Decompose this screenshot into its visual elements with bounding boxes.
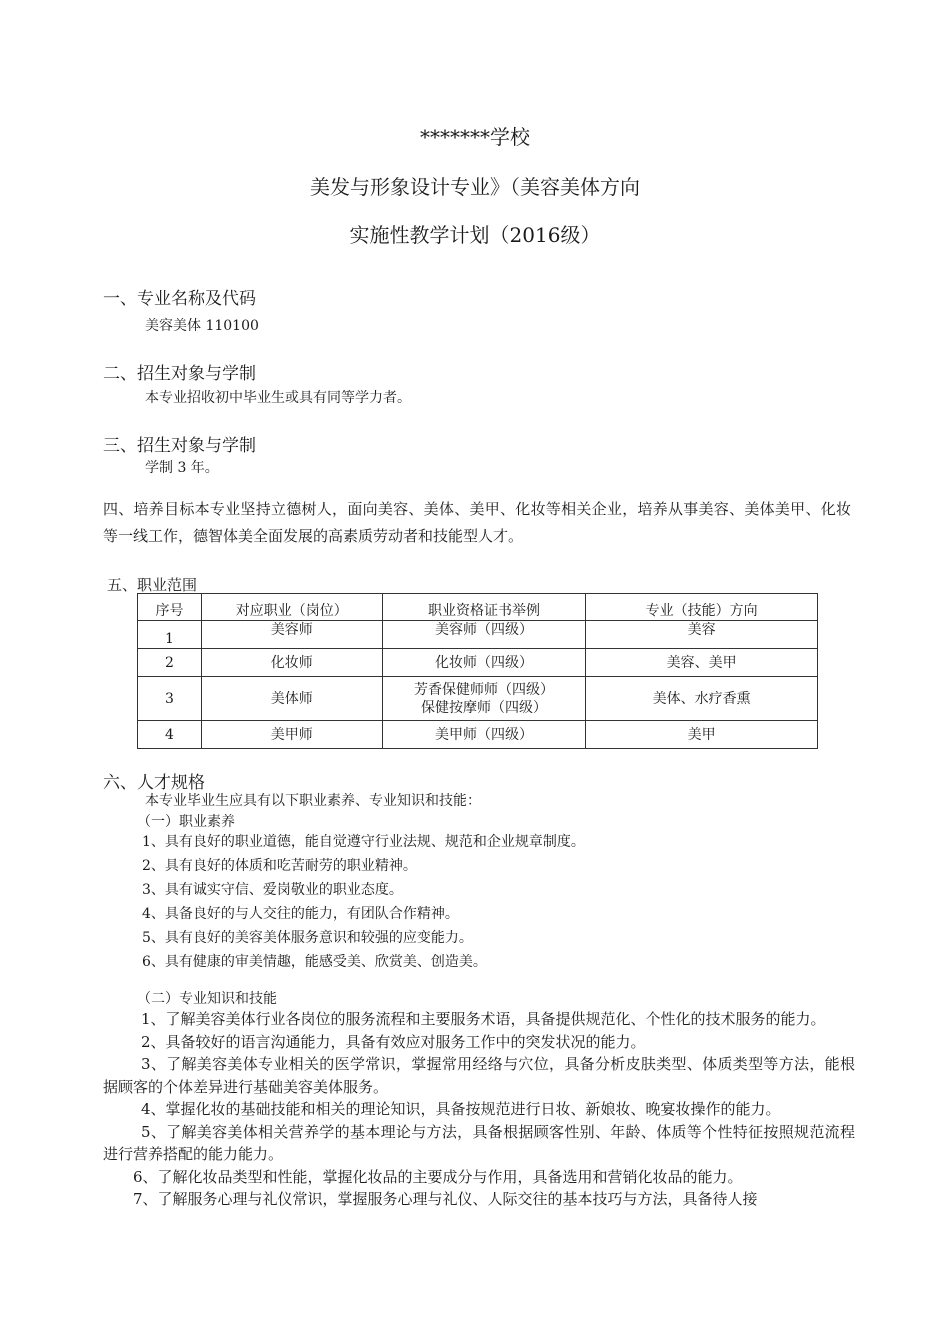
column-header: 专业（技能）方向 [586, 594, 818, 621]
table-row [138, 721, 818, 749]
cell-job: 化妆师 [201, 649, 382, 677]
section2-heading: 二、招生对象与学制 [103, 364, 256, 384]
section1-heading: 一、专业名称及代码 [103, 289, 256, 309]
table-row [138, 649, 818, 677]
school-title: *******学校 [420, 125, 530, 149]
major-title: 美发与形象设计专业》（美容美体方向 [310, 175, 640, 199]
cell-direction: 美容 [586, 621, 818, 649]
list-item: 3、了解美容美体专业相关的医学常识，掌握常用经络与穴位，具备分析皮肤类型、体质类型等方法，能根据顾客的个体差异进行基础美容美体服务。 [103, 1055, 855, 1096]
section3-heading: 三、招生对象与学制 [103, 436, 256, 456]
table-row [138, 677, 818, 721]
cell-cert-line2: 保健按摩师（四级） [420, 699, 547, 716]
cell-job: 美体师 [201, 677, 382, 721]
section6-heading: 六、人才规格 [103, 773, 205, 793]
quality-list [142, 830, 585, 974]
cell-direction: 美容、美甲 [586, 649, 818, 677]
cell-direction: 美甲 [586, 721, 818, 749]
column-header: 职业资格证书举例 [382, 594, 586, 621]
list-item: 3、具有诚实守信、爱岗敬业的职业态度。 [142, 882, 403, 898]
section5-heading: 五、职业范围 [107, 576, 198, 594]
list-item: 6、具有健康的审美情趣，能感受美、欣赏美、创造美。 [142, 954, 487, 970]
column-header: 序号 [138, 594, 202, 621]
plan-title: 实施性教学计划（2016级） [349, 223, 601, 247]
cell-cert: 美甲师（四级） [382, 721, 586, 749]
cell-no: 2 [138, 649, 202, 677]
section4-paragraph: 四、培养目标本专业坚持立德树人，面向美容、美体、美甲、化妆等相关企业，培养从事美容、美体美甲、化妆等一线工作，德智体美全面发展的高素质劳动者和技能型人才。 [103, 500, 851, 545]
section6-intro: 本专业毕业生应具有以下职业素养、专业知识和技能： [145, 793, 481, 809]
subsection1-heading: （一）职业素养 [137, 814, 235, 830]
list-item: 1、具有良好的职业道德，能自觉遵守行业法规、规范和企业规章制度。 [142, 834, 585, 850]
cell-no: 3 [138, 677, 202, 721]
cell-cert [382, 677, 586, 721]
cell-job: 美甲师 [201, 721, 382, 749]
cell-direction: 美体、水疗香熏 [586, 677, 818, 721]
section1-text: 美容美体 110100 [145, 318, 259, 334]
table-header-row [138, 594, 818, 621]
cell-cert-line1: 芳香保健师师（四级） [413, 681, 554, 698]
cell-job: 美容师 [201, 621, 382, 649]
cell-cert: 化妆师（四级） [382, 649, 586, 677]
list-item: 2、具备较好的语言沟通能力，具备有效应对服务工作中的突发状况的能力。 [141, 1032, 646, 1051]
list-item: 4、具备良好的与人交往的能力，有团队合作精神。 [142, 906, 459, 922]
column-header: 对应职业（岗位） [201, 594, 382, 621]
occupation-table [137, 593, 818, 749]
list-item: 2、具有良好的体质和吃苦耐劳的职业精神。 [142, 858, 417, 874]
list-item: 5、了解美容美体相关营养学的基本理论与方法，具备根据顾客性别、年龄、体质等个性特征按照规范流程进行营养搭配的能力能力。 [103, 1122, 855, 1163]
cell-cert: 美容师（四级） [382, 621, 586, 649]
cell-no: 1 [138, 621, 202, 649]
list-item: 5、具有良好的美容美体服务意识和较强的应变能力。 [142, 930, 473, 946]
list-item: 7、了解服务心理与礼仪常识，掌握服务心理与礼仪、人际交往的基本技巧与方法，具备待人接 [133, 1190, 758, 1208]
section3-text: 学制 3 年。 [145, 460, 219, 476]
subsection2-heading: （二）专业知识和技能 [137, 991, 277, 1007]
list-item: 6、了解化妆品类型和性能，掌握化妆品的主要成分与作用，具备选用和营销化妆品的能力。 [133, 1167, 743, 1186]
cell-no: 4 [138, 721, 202, 749]
list-item: 4、掌握化妆的基础技能和相关的理论知识，具备按规范进行日妆、新娘妆、晚宴妆操作的能力。 [141, 1100, 781, 1118]
section2-text: 本专业招收初中毕业生或具有同等学力者。 [145, 390, 411, 406]
skills-list [103, 1008, 855, 1211]
list-item: 1、了解美容美体行业各岗位的服务流程和主要服务术语，具备提供规范化、个性化的技术服务的能力。 [141, 1010, 826, 1028]
table-row [138, 621, 818, 649]
